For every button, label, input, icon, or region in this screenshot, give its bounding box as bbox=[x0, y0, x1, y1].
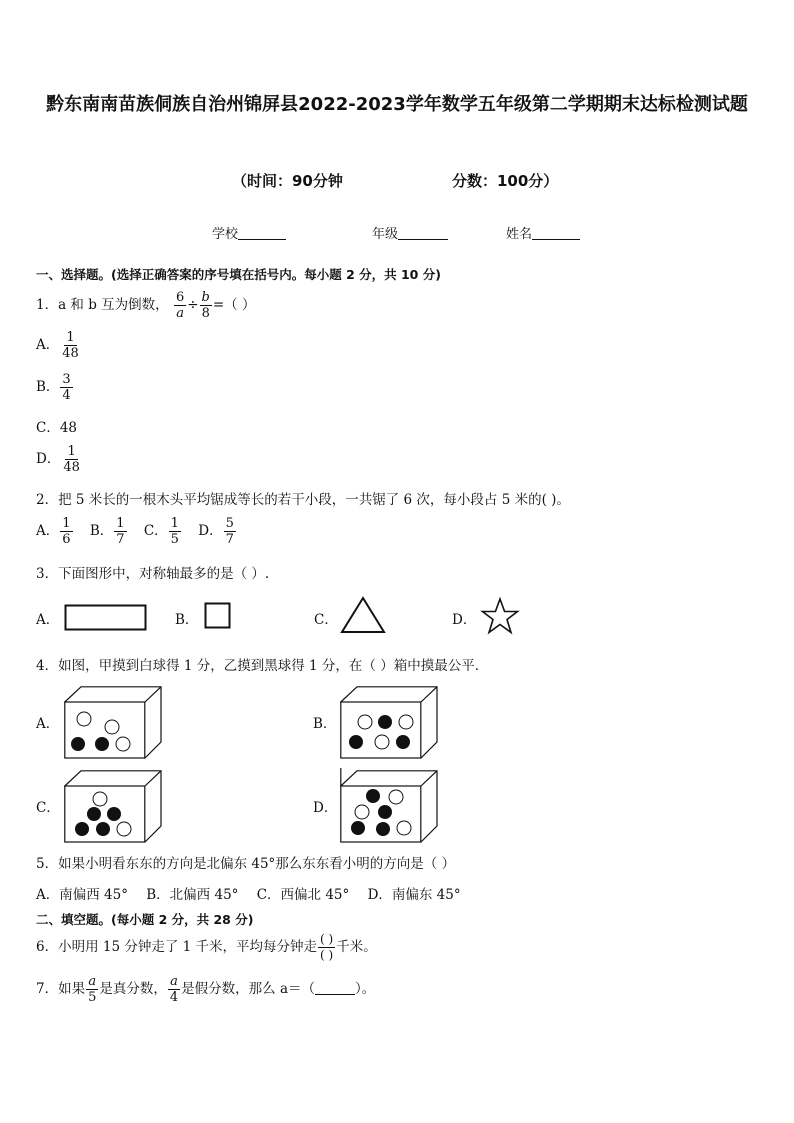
fraction: $\frac{a}{5}$ bbox=[88, 974, 97, 1005]
ball-box-c bbox=[64, 770, 164, 844]
q4-option-b[interactable]: B． bbox=[313, 716, 337, 732]
q2-options bbox=[36, 516, 237, 547]
q5-option-a[interactable]: A．南偏西 45° bbox=[36, 887, 128, 903]
rectangle-icon bbox=[64, 604, 148, 632]
q3-option-d[interactable]: D． bbox=[452, 612, 477, 628]
q1-option-b[interactable]: B． $\frac{3}{4}$ bbox=[36, 372, 71, 403]
q4-option-c[interactable]: C． bbox=[36, 800, 60, 816]
question-2: 2．把 5 米长的一根木头平均锯成等长的若干小段，一共锯了 6 次，每小段占 5 米的( )。 bbox=[36, 492, 570, 508]
q2-option-a[interactable]: A． $\frac{1}{6}$ bbox=[36, 516, 71, 547]
section-choice-heading: 一、选择题。(选择正确答案的序号填在括号内。每小题 2 分，共 10 分) bbox=[36, 267, 441, 282]
exam-score: 分数：100分） bbox=[452, 172, 559, 190]
grade-blank[interactable] bbox=[398, 225, 448, 240]
name-field: 姓名 bbox=[506, 223, 580, 242]
grade-field: 年级 bbox=[372, 223, 448, 242]
ball-box-b bbox=[340, 686, 440, 760]
question-6: 6．小明用 15 分钟走了 1 千米，平均每分钟走 $\frac{( )}{( )}$ 千米。 bbox=[36, 932, 377, 962]
q1-option-a[interactable]: A． $\frac{1}{48}$ bbox=[36, 330, 79, 361]
answer-blank[interactable] bbox=[315, 980, 355, 995]
ball-box-a bbox=[64, 686, 164, 760]
triangle-icon bbox=[340, 596, 386, 634]
q2-option-c[interactable]: C． $\frac{1}{5}$ bbox=[143, 516, 179, 547]
q3-option-a[interactable]: A． bbox=[36, 612, 60, 628]
star-icon bbox=[480, 597, 520, 637]
exam-time: （时间：90分钟 bbox=[232, 172, 343, 190]
fraction: $\frac{b}{8}$ bbox=[201, 290, 210, 321]
school-field: 学校 bbox=[212, 223, 286, 242]
square-icon bbox=[204, 602, 232, 630]
q5-options bbox=[36, 883, 461, 903]
answer-fraction-blank[interactable]: $\frac{( )}{( )}$ bbox=[320, 932, 334, 962]
q3-option-c[interactable]: C． bbox=[314, 612, 338, 628]
exam-title: 黔东南南苗族侗族自治州锦屏县2022-2023学年数学五年级第二学期期末达标检测试题 bbox=[46, 94, 748, 115]
fraction: $\frac{a}{4}$ bbox=[169, 974, 179, 1005]
question-1: 1．a 和 b 互为倒数， $\frac{6}{a}$ ÷ $\frac{b}{8}$ =（ ） bbox=[36, 290, 256, 321]
q2-option-b[interactable]: B． $\frac{1}{7}$ bbox=[89, 516, 125, 547]
q1-option-c[interactable]: C．48 bbox=[36, 420, 78, 436]
q4-option-a[interactable]: A． bbox=[36, 716, 60, 732]
name-blank[interactable] bbox=[532, 225, 580, 240]
section-fill-heading: 二、填空题。(每小题 2 分，共 28 分) bbox=[36, 912, 254, 927]
school-blank[interactable] bbox=[238, 225, 286, 240]
q4-option-d[interactable]: D． bbox=[313, 800, 338, 816]
question-5: 5．如果小明看东东的方向是北偏东 45°那么东东看小明的方向是（ ） bbox=[36, 856, 456, 872]
q3-option-b[interactable]: B． bbox=[175, 612, 199, 628]
q1-option-d[interactable]: D． $\frac{1}{48}$ bbox=[36, 444, 80, 475]
q5-option-c[interactable]: C．西偏北 45° bbox=[256, 887, 350, 903]
q2-option-d[interactable]: D． $\frac{5}{7}$ bbox=[198, 516, 234, 547]
q5-option-d[interactable]: D．南偏东 45° bbox=[367, 887, 461, 903]
question-7: 7．如果 $\frac{a}{5}$ 是真分数， $\frac{a}{4}$ 是假分数，那么 a＝（ ）。 bbox=[36, 974, 376, 1005]
question-3: 3．下面图形中，对称轴最多的是（ ）. bbox=[36, 566, 270, 582]
question-4: 4．如图，甲摸到白球得 1 分，乙摸到黑球得 1 分，在（ ）箱中摸最公平． bbox=[36, 658, 489, 674]
ball-box-d bbox=[340, 768, 440, 844]
fraction: $\frac{6}{a}$ bbox=[175, 290, 185, 321]
q5-option-b[interactable]: B．北偏西 45° bbox=[146, 887, 239, 903]
